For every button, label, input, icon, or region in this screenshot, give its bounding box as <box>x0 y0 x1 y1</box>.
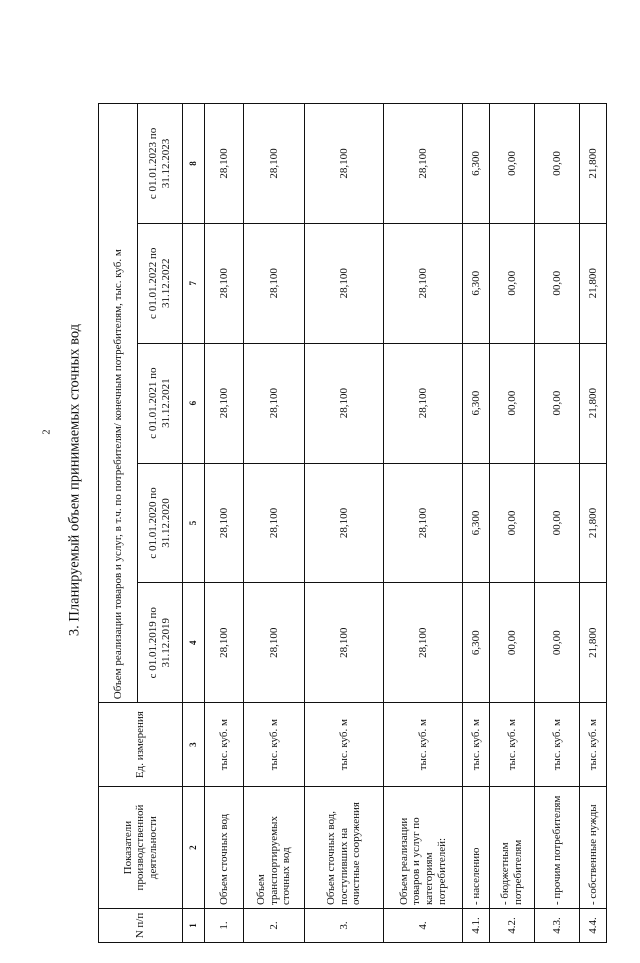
row-indicator: Объем сточных вод, поступивших на очистные сооружения <box>305 787 384 909</box>
row-unit: тыс. куб. м <box>580 703 607 787</box>
row-unit: тыс. куб. м <box>205 703 244 787</box>
header-n: N п/п <box>99 909 183 943</box>
row-number: 4.2. <box>490 909 535 943</box>
table-row <box>580 104 607 943</box>
row-value: 00,00 <box>490 583 535 703</box>
table-row <box>205 104 244 943</box>
column-number-row <box>183 104 205 943</box>
row-value: 28,100 <box>244 463 305 583</box>
column-number: 6 <box>183 343 205 463</box>
row-unit: тыс. куб. м <box>535 703 580 787</box>
page-title <box>62 200 88 760</box>
column-number: 8 <box>183 104 205 224</box>
row-value: 28,100 <box>244 343 305 463</box>
row-value: 28,100 <box>205 104 244 224</box>
page-number: 2 <box>41 429 52 435</box>
row-value: 00,00 <box>535 463 580 583</box>
table-row <box>244 104 305 943</box>
page-title-text: 3. Планируемый объем принимаемых сточных вод <box>66 323 83 637</box>
row-number: 3. <box>305 909 384 943</box>
row-unit: тыс. куб. м <box>384 703 463 787</box>
row-indicator: Объем сточных вод <box>205 787 244 909</box>
row-unit: тыс. куб. м <box>305 703 384 787</box>
row-value: 00,00 <box>535 343 580 463</box>
row-value: 6,300 <box>463 583 490 703</box>
row-value: 00,00 <box>535 583 580 703</box>
row-value: 28,100 <box>205 583 244 703</box>
wastewater-volume-table <box>98 103 607 943</box>
row-indicator: - прочим потребителям <box>535 787 580 909</box>
row-value: 00,00 <box>490 343 535 463</box>
row-value: 28,100 <box>305 104 384 224</box>
row-value: 28,100 <box>305 223 384 343</box>
row-indicator: - собственные нужды <box>580 787 607 909</box>
row-indicator: Объем реализации товаров и услуг по категориям потребителей: <box>384 787 463 909</box>
row-number: 1. <box>205 909 244 943</box>
row-unit: тыс. куб. м <box>463 703 490 787</box>
row-value: 00,00 <box>490 104 535 224</box>
table-row <box>305 104 384 943</box>
row-number: 4.1. <box>463 909 490 943</box>
row-value: 21,800 <box>580 104 607 224</box>
row-value: 28,100 <box>305 463 384 583</box>
row-number: 2. <box>244 909 305 943</box>
row-number: 4.3. <box>535 909 580 943</box>
row-value: 28,100 <box>384 343 463 463</box>
row-value: 00,00 <box>490 223 535 343</box>
row-indicator: - бюджетным потребителям <box>490 787 535 909</box>
column-number: 3 <box>183 703 205 787</box>
row-value: 00,00 <box>535 104 580 224</box>
row-value: 28,100 <box>244 104 305 224</box>
row-value: 00,00 <box>490 463 535 583</box>
row-indicator: - населению <box>463 787 490 909</box>
row-value: 28,100 <box>244 223 305 343</box>
column-number: 7 <box>183 223 205 343</box>
row-value: 28,100 <box>384 583 463 703</box>
header-period: с 01.01.2019 по 31.12.2019 <box>138 583 183 703</box>
row-value: 6,300 <box>463 463 490 583</box>
table-row <box>463 104 490 943</box>
column-number: 2 <box>183 787 205 909</box>
row-number: 4.4. <box>580 909 607 943</box>
header-period: с 01.01.2020 по 31.12.2020 <box>138 463 183 583</box>
header-row-1 <box>99 104 138 943</box>
row-value: 6,300 <box>463 104 490 224</box>
row-value: 6,300 <box>463 343 490 463</box>
row-value: 28,100 <box>384 463 463 583</box>
header-period: с 01.01.2023 по 31.12.2023 <box>138 104 183 224</box>
row-value: 28,100 <box>205 343 244 463</box>
header-indicator: Показатели производственной деятельности <box>99 787 183 909</box>
row-value: 00,00 <box>535 223 580 343</box>
table-row <box>535 104 580 943</box>
row-unit: тыс. куб. м <box>490 703 535 787</box>
row-value: 21,800 <box>580 223 607 343</box>
row-value: 28,100 <box>305 583 384 703</box>
row-value: 21,800 <box>580 583 607 703</box>
header-volume-group: Объем реализации товаров и услуг, в т.ч. по потребителям/ конечным потребителям, тыс. куб. м <box>99 104 138 703</box>
row-value: 6,300 <box>463 223 490 343</box>
row-unit: тыс. куб. м <box>244 703 305 787</box>
row-value: 28,100 <box>384 223 463 343</box>
row-value: 28,100 <box>244 583 305 703</box>
table-row <box>384 104 463 943</box>
header-period: с 01.01.2021 по 31.12.2021 <box>138 343 183 463</box>
table-row <box>490 104 535 943</box>
header-period: с 01.01.2022 по 31.12.2022 <box>138 223 183 343</box>
row-number: 4. <box>384 909 463 943</box>
row-value: 21,800 <box>580 343 607 463</box>
row-indicator: Объем транспортируемых сточных вод <box>244 787 305 909</box>
column-number: 5 <box>183 463 205 583</box>
header-unit: Ед. измерения <box>99 703 183 787</box>
row-value: 28,100 <box>384 104 463 224</box>
row-value: 21,800 <box>580 463 607 583</box>
row-value: 28,100 <box>205 223 244 343</box>
row-value: 28,100 <box>205 463 244 583</box>
rotated-sheet <box>100 58 640 963</box>
column-number: 1 <box>183 909 205 943</box>
row-value: 28,100 <box>305 343 384 463</box>
column-number: 4 <box>183 583 205 703</box>
